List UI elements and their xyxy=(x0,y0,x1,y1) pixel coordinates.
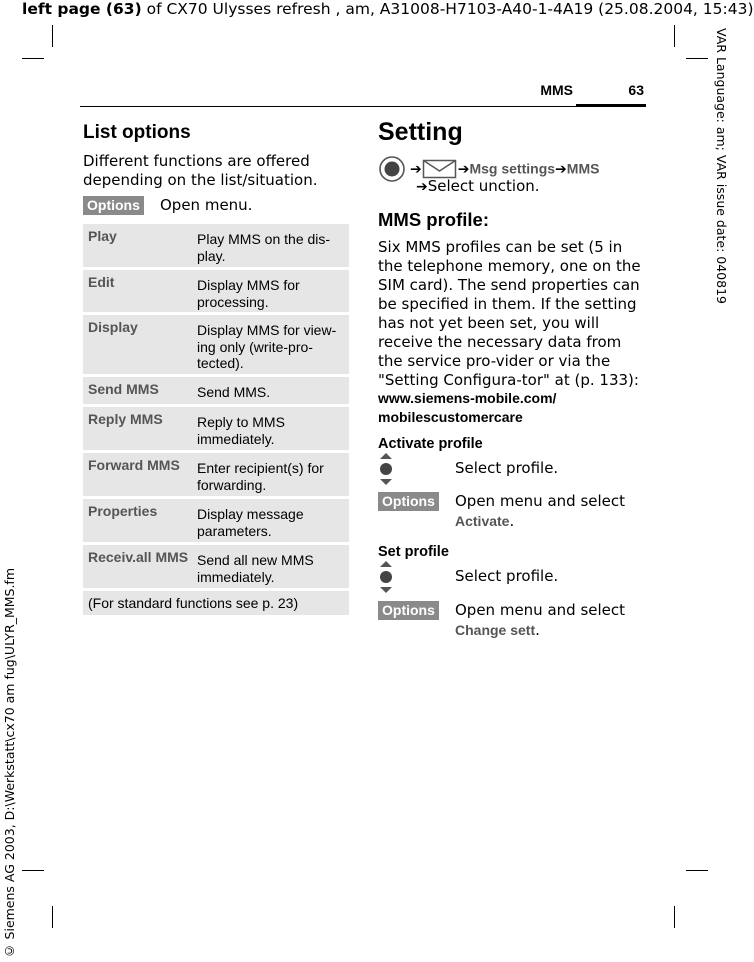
arrow-icon: ➔ xyxy=(457,161,470,178)
menu-msg-settings: Msg settings xyxy=(469,160,556,177)
activate-open-text: Open menu and select xyxy=(455,492,626,510)
activate-menu-item xyxy=(455,511,514,531)
option-name: Properties xyxy=(88,503,158,519)
arrow-icon: ➔ xyxy=(555,161,567,178)
option-description: Display message parameters. xyxy=(197,506,304,539)
crop-mark xyxy=(22,58,44,59)
table-row xyxy=(83,407,349,450)
running-head xyxy=(80,80,646,106)
option-name: Edit xyxy=(88,274,115,290)
activate-profile-heading: Activate profile xyxy=(378,436,483,452)
crop-mark xyxy=(52,25,53,47)
arrow-icon: ➔ xyxy=(416,179,428,195)
crop-mark xyxy=(674,25,675,47)
option-name: Display xyxy=(88,319,138,335)
options-softkey[interactable]: Options xyxy=(83,196,144,215)
option-description: Display MMS for processing. xyxy=(197,277,300,310)
punctuation: . xyxy=(535,621,540,639)
header-rule xyxy=(80,106,646,107)
option-name: Reply MMS xyxy=(88,411,163,427)
option-name: Play xyxy=(88,228,117,244)
select-function-text: Select unction. xyxy=(427,177,540,195)
option-description: Send MMS. xyxy=(197,384,271,400)
activate-softkey-row xyxy=(378,491,439,511)
table-row xyxy=(83,499,349,542)
navigation-key-icon xyxy=(378,155,410,183)
table-row xyxy=(83,545,349,588)
menu-path-continued xyxy=(416,177,540,197)
menu-item-change-sett: Change sett xyxy=(455,622,536,638)
header-page-ref: left page (63) xyxy=(22,0,142,18)
options-table xyxy=(83,224,349,618)
page-number: 63 xyxy=(628,82,644,98)
option-description: Reply to MMS immediately. xyxy=(197,414,285,447)
set-softkey-row xyxy=(378,600,439,620)
table-row xyxy=(83,224,349,267)
menu-item-activate: Activate xyxy=(455,513,510,529)
table-row xyxy=(83,315,349,374)
menu-mms: MMS xyxy=(566,160,600,177)
list-options-heading: List options xyxy=(83,122,191,143)
up-down-key-icon xyxy=(378,560,394,594)
softkey-description: Open menu. xyxy=(160,196,253,214)
mms-profile-heading: MMS profile: xyxy=(378,209,489,230)
header-rule-thick xyxy=(576,104,646,107)
set-profile-heading: Set profile xyxy=(378,544,449,560)
url-line-2: mobilescustomercare xyxy=(378,409,523,425)
set-menu-item xyxy=(455,620,540,640)
crop-mark xyxy=(674,906,675,928)
crop-mark xyxy=(686,58,708,59)
arrow-icon: ➔ xyxy=(410,161,422,178)
list-options-softkey-row xyxy=(83,195,144,215)
table-row xyxy=(83,377,349,404)
option-name: Send MMS xyxy=(88,381,159,397)
setting-heading: Setting xyxy=(378,118,463,146)
option-name: Forward MMS xyxy=(88,457,180,473)
option-description: Send all new MMS immediately. xyxy=(197,552,314,585)
side-language-info: VAR Language: am; VAR issue date: 040819 xyxy=(714,28,729,304)
set-select-text: Select profile. xyxy=(455,567,559,585)
crop-mark xyxy=(52,906,53,928)
list-options-intro: Different functions are offered depending on the list/situation. xyxy=(83,152,318,189)
set-open-text: Open menu and select xyxy=(455,601,626,619)
header-details: of CX70 Ulysses refresh , am, A31008-H7103-A40-1-4A19 (25.08.2004, 15:43) xyxy=(141,0,754,18)
table-footer: (For standard functions see p. 23) xyxy=(83,591,349,615)
option-description: Play MMS on the dis-play. xyxy=(197,231,331,264)
punctuation: . xyxy=(509,512,515,530)
url-line-1: www.siemens-mobile.com/ xyxy=(378,390,557,406)
option-name: Receiv.all MMS xyxy=(88,549,189,565)
side-copyright: © Siemens AG 2003, D:\Werkstatt\cx70 am fug\ULYR_MMS.fm xyxy=(2,567,17,958)
up-down-key-icon xyxy=(378,452,394,486)
options-softkey[interactable]: Options xyxy=(378,601,439,620)
document-header xyxy=(22,0,754,18)
options-softkey[interactable]: Options xyxy=(378,492,439,511)
activate-select-text: Select profile. xyxy=(455,459,559,477)
crop-mark xyxy=(686,870,708,871)
table-row xyxy=(83,453,349,496)
running-head-title: MMS xyxy=(540,82,573,98)
table-row xyxy=(83,270,349,312)
option-description: Display MMS for view-ing only (write-pro-tected). xyxy=(197,322,337,371)
crop-mark xyxy=(22,870,44,871)
mms-profile-body: Six MMS profiles can be set (5 in the telephone memory, one on the SIM card). The send properties can be specified in them. If the setting has not yet been set, you will receive the necessary data from the service pro-vider or via the "Setting Configura-tor" at (p. 133): xyxy=(378,238,641,389)
option-description: Enter recipient(s) for forwarding. xyxy=(197,460,324,493)
